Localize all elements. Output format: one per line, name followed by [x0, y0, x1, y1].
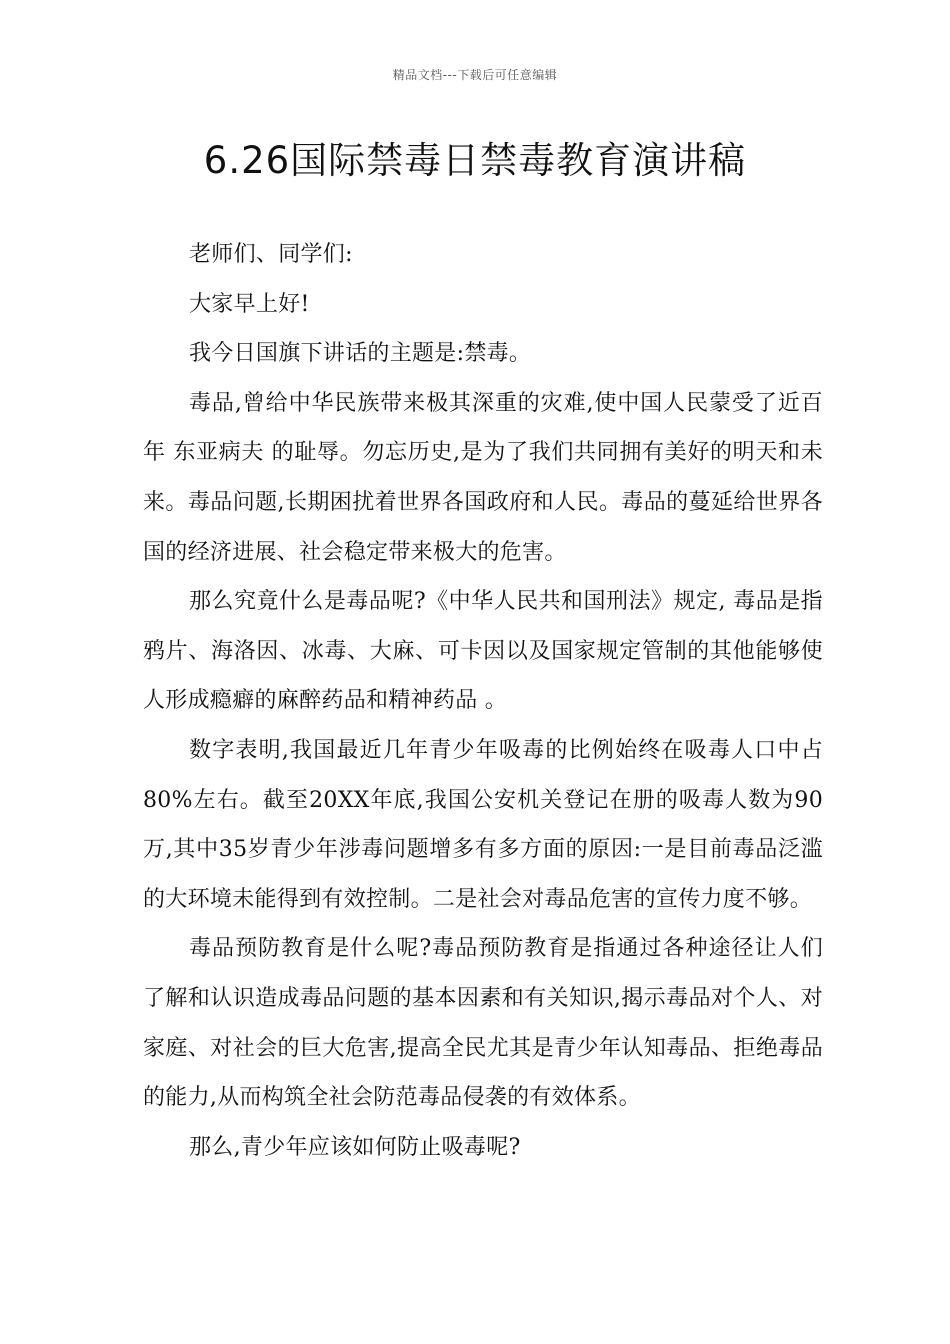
paragraph-definition: 那么究竟什么是毒品呢?《中华人民共和国刑法》规定, 毒品是指鸦片、海洛因、冰毒、大麻、可卡因以及国家规定管制的其他能够使人形成瘾癖的麻醉药品和精神药品 。 [143, 589, 823, 714]
document-title: 6.26国际禁毒日禁毒教育演讲稿 [203, 139, 747, 182]
paragraph-greeting: 大家早上好! [189, 291, 310, 317]
paragraph-prevention-education: 毒品预防教育是什么呢?毒品预防教育是指通过各种途径让人们了解和认识造成毒品问题的基本因素和有关知识,揭示毒品对个人、对家庭、对社会的巨大危害,提高全民尤其是青少年认知毒品、拒绝毒品的能力,从而构筑全社会防范毒品侵袭的有效体系。 [143, 936, 823, 1111]
paragraph-question: 那么,青少年应该如何防止吸毒呢? [189, 1134, 521, 1160]
paragraph-topic: 我今日国旗下讲话的主题是:禁毒。 [189, 341, 532, 367]
paragraph-history: 毒品,曾给中华民族带来极其深重的灾难,使中国人民蒙受了近百年 东亚病夫 的耻辱。勿忘历史,是为了我们共同拥有美好的明天和未来。毒品问题,长期困扰着世界各国政府和人民。毒品的蔓延给世界各国的经济进展、社会稳定带来极大的危害。 [143, 390, 823, 565]
document-body [143, 230, 823, 1172]
header-note: 精品文档---下载后可任意编辑 [392, 68, 558, 82]
paragraph-statistics: 数字表明,我国最近几年青少年吸毒的比例始终在吸毒人口中占80%左右。截至20XX年底,我国公安机关登记在册的吸毒人数为90万,其中35岁青少年涉毒问题增多有多方面的原因:一是目前毒品泛滥的大环境未能得到有效控制。二是社会对毒品危害的宣传力度不够。 [143, 737, 823, 912]
paragraph-salutation: 老师们、同学们: [189, 242, 353, 267]
